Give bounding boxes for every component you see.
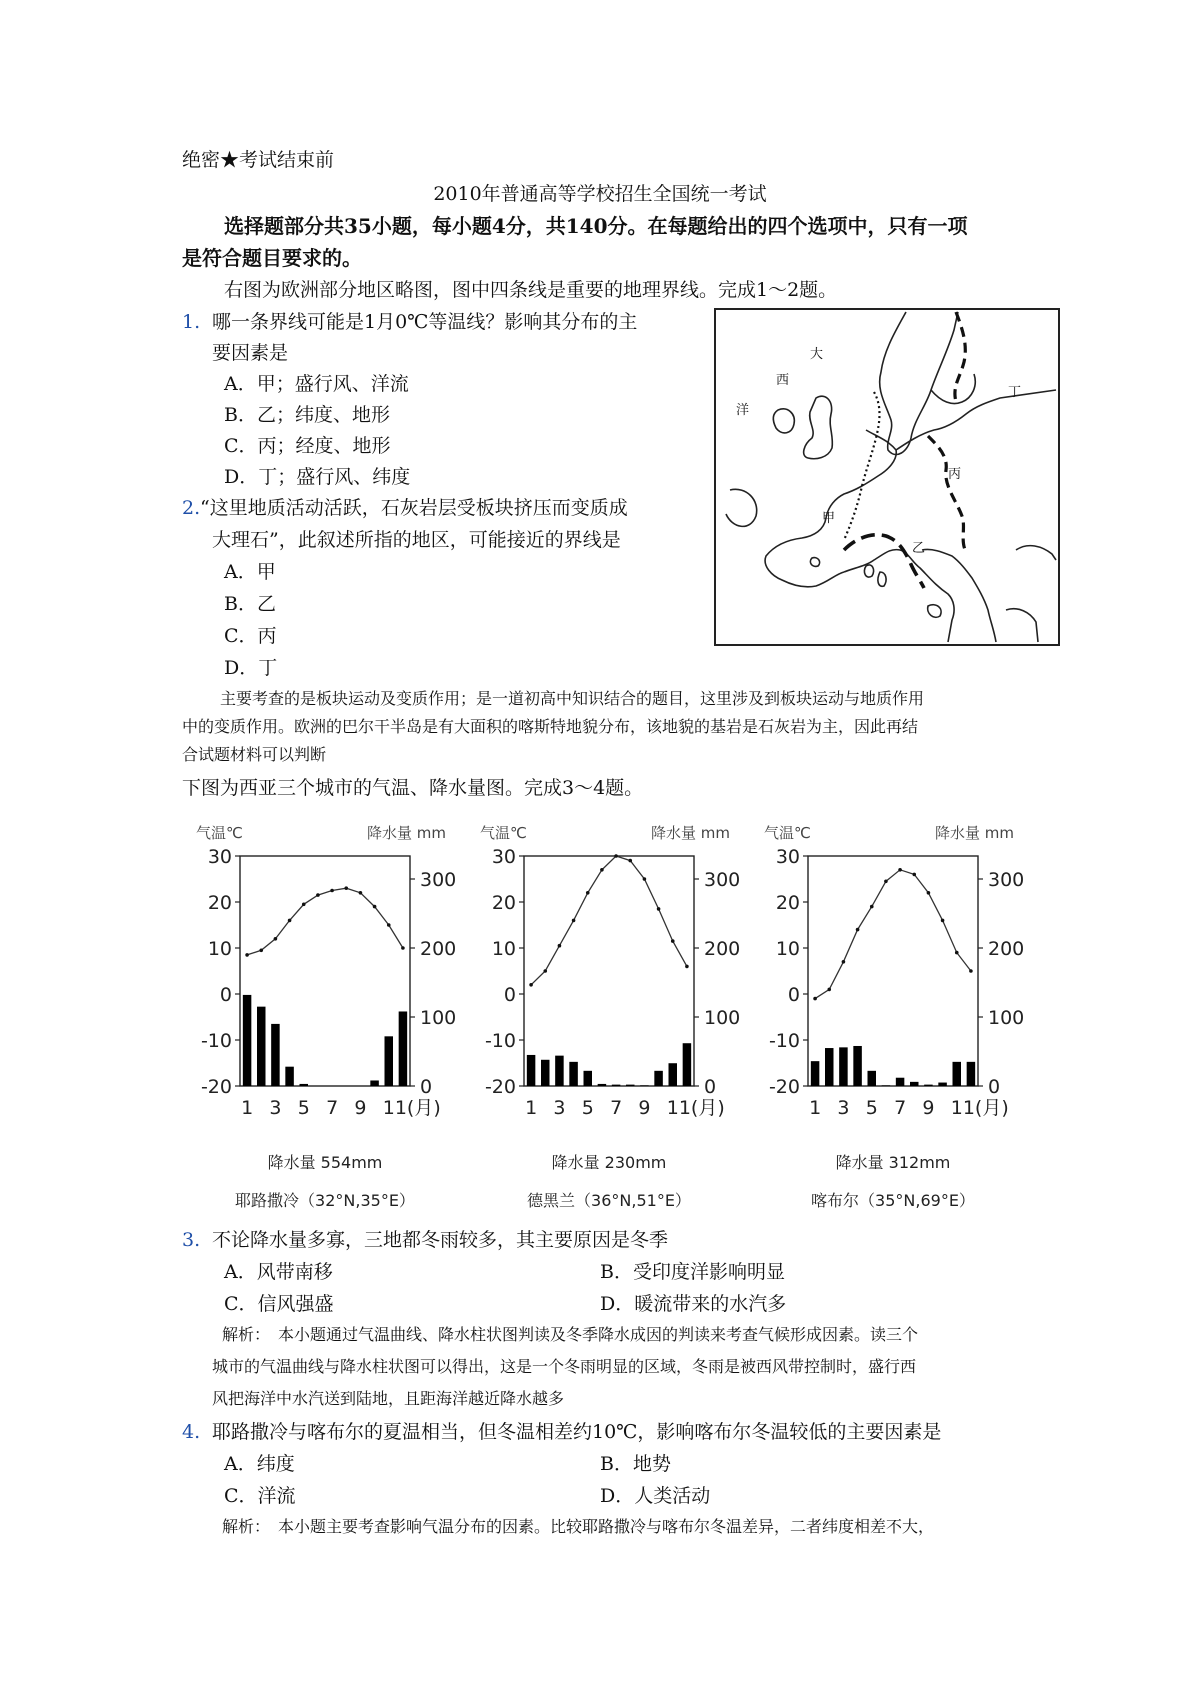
month-label: 9 [638, 1097, 651, 1119]
precip-bar-2 [541, 1060, 550, 1086]
precip-total: 降水量 230mm [551, 1153, 667, 1172]
temperature-point-5 [302, 903, 306, 907]
temp-tick-label: 20 [491, 892, 516, 914]
temp-tick-label: 20 [775, 892, 800, 914]
temperature-point-6 [316, 893, 320, 897]
precip-bar-2 [825, 1048, 834, 1086]
map-label-da: 大 [810, 347, 824, 362]
q3-option-b: B．受印度洋影响明显 [600, 1261, 785, 1283]
climate-charts [0, 808, 1200, 1228]
precip-bar-7 [612, 1085, 621, 1086]
precip-tick-label: 0 [420, 1076, 433, 1098]
temperature-line [815, 870, 971, 999]
map-label-xi: 西 [776, 373, 790, 388]
temp-tick-label: 0 [219, 984, 232, 1006]
temperature-point-4 [572, 919, 576, 923]
precip-bar-8 [626, 1085, 635, 1086]
q3-number: 3. [182, 1229, 201, 1251]
precip-bar-9 [924, 1085, 933, 1086]
analysis2-line-3: 合试题材料可以判断 [182, 745, 327, 764]
q1-option-b: B．乙；纬度、地形 [224, 404, 390, 426]
axis-title-precipitation: 降水量 mm [367, 824, 446, 842]
precip-tick-label: 0 [704, 1076, 717, 1098]
precip-bar-7 [896, 1078, 905, 1086]
month-label: 3 [553, 1097, 566, 1119]
temperature-line [531, 856, 687, 985]
temp-tick-label: 10 [775, 938, 800, 960]
q1-option-a: A．甲；盛行风、洋流 [224, 373, 409, 395]
precip-bar-5 [300, 1084, 309, 1086]
q2-number: 2. [182, 497, 201, 519]
precip-tick-label: 100 [988, 1007, 1025, 1029]
q1-number: 1. [182, 311, 201, 333]
q4-analysis: 解析： 本小题主要考查影响气温分布的因素。比较耶路撒冷与喀布尔冬温差异，二者纬度相差不大， [222, 1517, 935, 1536]
temperature-point-9 [643, 877, 647, 881]
temperature-point-10 [657, 907, 661, 911]
precip-bar-3 [839, 1047, 848, 1086]
q2-option-c: C．丙 [224, 625, 277, 647]
month-label: 5 [297, 1097, 310, 1119]
month-label: 9 [922, 1097, 935, 1119]
temp-tick-label: -10 [200, 1030, 232, 1052]
axis-title-temperature: 气温℃ [196, 824, 243, 842]
temperature-point-7 [898, 868, 902, 872]
analysis2-line-2: 中的变质作用。欧洲的巴尔干半岛是有大面积的喀斯特地貌分布，该地貌的基岩是石灰岩为主，因此再结 [182, 717, 919, 736]
temperature-point-6 [884, 880, 888, 884]
q4-stem: 耶路撒冷与喀布尔的夏温相当，但冬温相差约10℃，影响喀布尔冬温较低的主要因素是 [212, 1421, 942, 1443]
temperature-point-2 [543, 969, 547, 973]
q2-option-a: A．甲 [224, 561, 276, 583]
temperature-point-3 [274, 937, 278, 941]
q2-stem-2: 大理石”，此叙述所指的地区，可能接近的界线是 [212, 529, 621, 551]
precip-bar-12 [967, 1062, 976, 1086]
q2-stem-1: “这里地质活动活跃，石灰岩层受板块挤压而变质成 [200, 497, 628, 519]
temperature-point-7 [614, 854, 618, 858]
temperature-point-4 [856, 928, 860, 932]
precip-bar-10 [654, 1071, 663, 1086]
city-label: 德黑兰（36°N,51°E） [527, 1191, 691, 1210]
city-label: 喀布尔（35°N,69°E） [811, 1191, 975, 1210]
month-label: 1 [241, 1097, 254, 1119]
temperature-point-11 [387, 923, 391, 927]
precip-bar-12 [683, 1043, 692, 1086]
boundary-ding [955, 312, 965, 402]
temperature-point-12 [401, 946, 405, 950]
temperature-point-11 [955, 951, 959, 955]
temperature-point-4 [288, 919, 292, 923]
precip-bar-11 [669, 1063, 678, 1086]
q2-option-b: B．乙 [224, 593, 276, 615]
month-label: 11(月) [950, 1097, 1009, 1119]
temperature-point-1 [245, 953, 249, 957]
temperature-point-12 [685, 965, 689, 969]
temperature-point-2 [827, 988, 831, 992]
q4-option-d: D．人类活动 [600, 1485, 711, 1507]
temperature-point-3 [558, 944, 562, 948]
precip-bar-10 [370, 1080, 379, 1086]
coastlines [726, 312, 1056, 642]
temp-tick-label: 0 [503, 984, 516, 1006]
q3-stem: 不论降水量多寡，三地都冬雨较多，其主要原因是冬季 [212, 1229, 669, 1251]
precip-tick-label: 200 [420, 938, 457, 960]
temperature-point-5 [870, 905, 874, 909]
month-label: 3 [837, 1097, 850, 1119]
temperature-point-10 [373, 905, 377, 909]
map-label-yi: 乙 [912, 541, 926, 556]
temp-tick-label: 30 [491, 846, 516, 868]
precip-tick-label: 300 [420, 869, 457, 891]
map-label-jia: 甲 [822, 511, 836, 526]
q3-analysis-1: 解析： 本小题通过气温曲线、降水柱状图判读及冬季降水成因的判读来考查气候形成因素。读三个 [222, 1325, 919, 1344]
precip-bar-12 [399, 1011, 408, 1086]
precip-bar-8 [910, 1082, 919, 1086]
boundary-jia [844, 392, 880, 540]
temp-tick-label: 30 [207, 846, 232, 868]
axis-title-precipitation: 降水量 mm [651, 824, 730, 842]
q3-option-c: C．信风强盛 [224, 1293, 334, 1315]
q1-stem-2: 要因素是 [212, 342, 289, 364]
temperature-point-3 [842, 960, 846, 964]
temp-tick-label: 30 [775, 846, 800, 868]
temperature-point-9 [359, 891, 363, 895]
q3-option-a: A．风带南移 [224, 1261, 333, 1283]
month-label: 11(月) [666, 1097, 725, 1119]
precip-bar-4 [285, 1067, 294, 1086]
q1-option-d: D．丁；盛行风、纬度 [224, 466, 411, 488]
axis-title-temperature: 气温℃ [764, 824, 811, 842]
map-labels [736, 346, 1021, 556]
temperature-point-8 [628, 859, 632, 863]
temperature-point-11 [671, 939, 675, 943]
precip-bar-3 [555, 1056, 564, 1086]
climate-chart-jerusalem [196, 824, 456, 1210]
temperature-line [247, 888, 403, 955]
q2-option-d: D．丁 [224, 657, 278, 679]
precip-bar-3 [271, 1024, 280, 1086]
q1-option-c: C．丙；经度、地形 [224, 435, 391, 457]
europe-map [714, 308, 1060, 646]
precip-bar-6 [598, 1084, 607, 1086]
temperature-point-12 [969, 969, 973, 973]
precip-bar-6 [882, 1085, 891, 1086]
month-label: 1 [525, 1097, 538, 1119]
temp-tick-label: 10 [207, 938, 232, 960]
climate-chart-tehran [480, 824, 740, 1210]
precip-bar-11 [953, 1062, 962, 1086]
temperature-point-7 [330, 889, 334, 893]
precip-total: 降水量 312mm [835, 1153, 951, 1172]
temp-tick-label: -10 [484, 1030, 516, 1052]
month-label: 7 [610, 1097, 623, 1119]
map-label-bing: 丙 [948, 467, 962, 482]
exam-title: 2010年普通高等学校招生全国统一考试 [433, 183, 767, 205]
month-label: 5 [865, 1097, 878, 1119]
plot-frame [524, 856, 694, 1086]
precip-tick-label: 100 [420, 1007, 457, 1029]
temp-tick-label: 20 [207, 892, 232, 914]
precip-bar-4 [853, 1046, 862, 1086]
city-label: 耶路撒冷（32°N,35°E） [235, 1191, 415, 1210]
map-intro: 右图为欧洲部分地区略图，图中四条线是重要的地理界线。完成1～2题。 [224, 279, 838, 301]
boundary-bing [928, 436, 966, 552]
temperature-point-10 [941, 919, 945, 923]
temp-tick-label: -20 [768, 1076, 800, 1098]
temp-tick-label: -20 [484, 1076, 516, 1098]
month-label: 7 [894, 1097, 907, 1119]
precip-bar-5 [868, 1071, 877, 1086]
precip-tick-label: 200 [704, 938, 741, 960]
month-label: 11(月) [382, 1097, 441, 1119]
q3-analysis-2: 城市的气温曲线与降水柱状图可以得出，这是一个冬雨明显的区域，冬雨是被西风带控制时，盛行西 [212, 1357, 917, 1376]
precip-bar-2 [257, 1007, 266, 1086]
precip-bar-1 [811, 1061, 820, 1086]
precip-tick-label: 0 [988, 1076, 1001, 1098]
temp-tick-label: 0 [787, 984, 800, 1006]
precip-bar-10 [938, 1083, 947, 1086]
month-label: 9 [354, 1097, 367, 1119]
temp-tick-label: 10 [491, 938, 516, 960]
precip-tick-label: 100 [704, 1007, 741, 1029]
temp-tick-label: -20 [200, 1076, 232, 1098]
europe-map-svg [716, 310, 1058, 644]
analysis2-line-1: 主要考查的是板块运动及变质作用；是一道初高中知识结合的题目，这里涉及到板块运动与地质作用 [220, 689, 925, 708]
temp-tick-label: -10 [768, 1030, 800, 1052]
secret-label: 绝密★考试结束前 [182, 149, 335, 171]
month-label: 1 [809, 1097, 822, 1119]
precip-tick-label: 200 [988, 938, 1025, 960]
map-label-ding: 丁 [1008, 385, 1022, 400]
precip-total: 降水量 554mm [267, 1153, 383, 1172]
temperature-point-8 [344, 886, 348, 890]
temperature-point-9 [927, 891, 931, 895]
precip-bar-5 [584, 1071, 593, 1086]
temperature-point-2 [259, 949, 263, 953]
temperature-point-8 [912, 873, 916, 877]
month-label: 3 [269, 1097, 282, 1119]
temperature-point-1 [813, 997, 817, 1001]
q4-number: 4. [182, 1421, 201, 1443]
precip-bar-11 [385, 1036, 394, 1086]
q4-option-a: A．纬度 [224, 1453, 295, 1475]
axis-title-temperature: 气温℃ [480, 824, 527, 842]
precip-bar-1 [527, 1055, 536, 1086]
q3-analysis-3: 风把海洋中水汽送到陆地，且距海洋越近降水越多 [212, 1389, 565, 1408]
temperature-point-5 [586, 891, 590, 895]
q4-option-b: B．地势 [600, 1453, 671, 1475]
axis-title-precipitation: 降水量 mm [935, 824, 1014, 842]
temperature-point-1 [529, 983, 533, 987]
instructions-line-1: 选择题部分共35小题，每小题4分，共140分。在每题给出的四个选项中，只有一项 [224, 214, 968, 238]
precip-bar-9 [640, 1085, 649, 1086]
temperature-point-6 [600, 868, 604, 872]
chart-intro: 下图为西亚三个城市的气温、降水量图。完成3～4题。 [182, 777, 644, 799]
precip-bar-1 [243, 995, 252, 1086]
q1-stem-1: 哪一条界线可能是1月0℃等温线？影响其分布的主 [212, 311, 638, 333]
precip-tick-label: 300 [988, 869, 1025, 891]
climate-chart-kabul [764, 824, 1024, 1210]
month-label: 7 [326, 1097, 339, 1119]
instructions-line-2: 是符合题目要求的。 [182, 246, 362, 270]
q3-option-d: D．暖流带来的水汽多 [600, 1293, 787, 1315]
month-label: 5 [581, 1097, 594, 1119]
precip-tick-label: 300 [704, 869, 741, 891]
map-label-yang: 洋 [736, 403, 750, 418]
q4-option-c: C．洋流 [224, 1485, 296, 1507]
precip-bar-4 [569, 1062, 578, 1086]
